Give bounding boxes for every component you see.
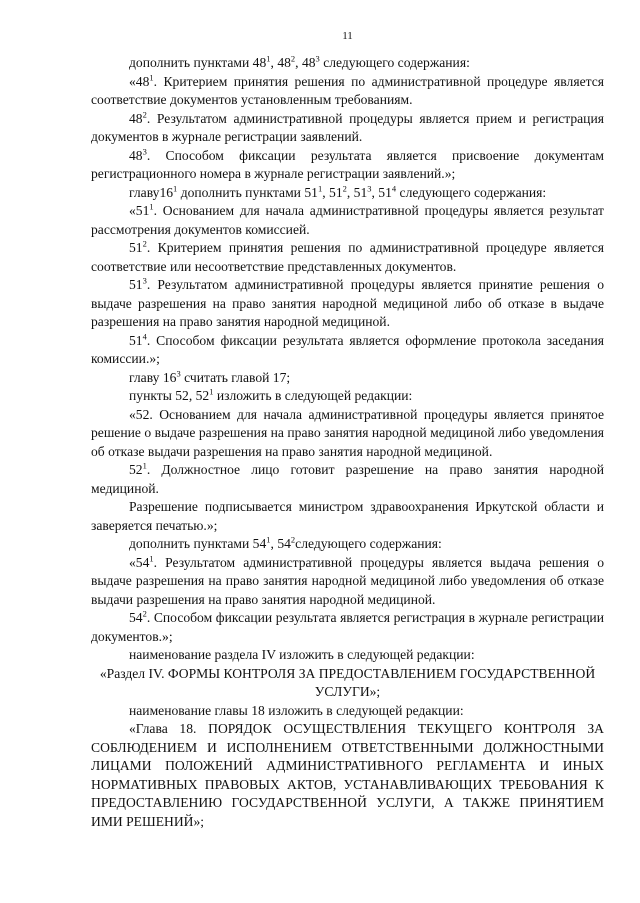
paragraph: [91, 535, 604, 554]
superscript: 1: [209, 386, 214, 397]
text-run: . Результатом административной процедуры является выдача решения о выдаче разрешения на право занятия народной медициной либо уведомления об отказе выдачи разрешения на право занятия народной медициной.: [91, 554, 604, 607]
text-run: следующего содержания:: [295, 536, 442, 551]
text-run: «54: [129, 554, 150, 570]
text-run: дополнить пунктами 54: [129, 536, 267, 551]
text-run: считать главой 17;: [180, 369, 291, 385]
paragraph: [91, 110, 604, 147]
paragraph: [91, 720, 604, 831]
paragraph: [91, 276, 604, 332]
text-run: «Глава 18. ПОРЯДОК ОСУЩЕСТВЛЕНИЯ ТЕКУЩЕГО КОНТРОЛЯ ЗА СОБЛЮДЕНИЕМ И ИСПОЛНЕНИЕМ ОТВЕТСТВЕННЫМИ ДОЛЖНОСТНЫМИ ЛИЦАМИ ПОЛОЖЕНИЙ АДМИНИСТРАТИВНОГО РЕГЛАМЕНТА И ИНЫХ НОРМАТИВНЫХ ПРАВОВЫХ АКТОВ, УСТАНАВЛИВАЮЩИХ ТРЕБОВАНИЯ К ПРЕДОСТАВЛЕНИЮ ГОСУДАРСТВЕННОЙ УСЛУГИ, А ТАКЖЕ ПРИНЯТИЕМ ИМИ РЕШЕНИЙ»;: [91, 721, 604, 829]
paragraph: [91, 73, 604, 110]
text-run: . Критерием принятия решения по административной процедуре является соответствие документов установленным требованиям.: [91, 73, 604, 107]
paragraph: [91, 406, 604, 462]
text-run: следующего содержания:: [319, 55, 470, 70]
text-run: . Результатом административной процедуры является прием и регистрация документов в журнале регистрации заявлений.: [91, 110, 604, 144]
paragraph: [91, 554, 604, 610]
superscript: 3: [142, 275, 147, 286]
superscript: 2: [142, 108, 147, 119]
paragraph: [91, 202, 604, 239]
paragraph: [91, 184, 604, 203]
page-number: 11: [342, 30, 353, 42]
text-run: 48: [129, 110, 143, 126]
paragraph: [91, 461, 604, 498]
superscript: 1: [266, 534, 271, 545]
text-run: . Должностное лицо готовит разрешение на право занятия народной медициной.: [91, 462, 604, 496]
superscript: 1: [317, 182, 323, 193]
superscript: 1: [266, 53, 271, 64]
text-run: , 48: [270, 55, 291, 70]
text-run: «48: [129, 73, 150, 89]
text-run: главу16: [129, 184, 174, 200]
paragraph: [91, 239, 604, 276]
text-run: следующего содержания:: [396, 184, 547, 200]
paragraph: [91, 387, 604, 406]
superscript: 2: [142, 608, 147, 619]
text-run: дополнить пунктами 48: [129, 55, 267, 70]
text-run: «52. Основанием для начала административной процедуры является принятое решение о выдаче разрешения на право занятия народной медициной либо уведомления об отказе выдачи разрешения на право занятия народной медициной.: [91, 406, 604, 459]
paragraph: [91, 369, 604, 388]
text-run: дополнить пунктами 51: [177, 184, 318, 200]
paragraph: [91, 609, 604, 646]
text-run: пункты 52, 52: [129, 388, 210, 403]
text-run: изложить в следующей редакции:: [213, 388, 413, 403]
text-run: «Раздел IV. ФОРМЫ КОНТРОЛЯ ЗА ПРЕДОСТАВЛЕНИЕМ ГОСУДАРСТВЕННОЙ УСЛУГИ»;: [99, 665, 596, 699]
paragraph: [91, 147, 604, 184]
paragraph: [91, 498, 604, 535]
text-run: наименование главы 18 изложить в следующей редакции:: [129, 702, 464, 718]
text-run: . Результатом административной процедуры является принятие решения о выдаче разрешения на право занятия народной медициной либо об отказе в выдаче разрешения на право занятия народной медициной.: [91, 277, 604, 329]
superscript: 3: [315, 53, 320, 64]
superscript: 2: [142, 238, 147, 249]
superscript: 3: [176, 367, 181, 378]
text-run: 51: [129, 240, 143, 255]
paragraph: [91, 702, 604, 721]
text-run: 51: [129, 277, 143, 292]
text-run: . Способом фиксации результата является присвоение документам регистрационного номера в журнале регистрации заявлений.»;: [91, 147, 604, 181]
text-run: , 51: [371, 184, 392, 200]
superscript: 4: [142, 330, 147, 341]
superscript: 2: [290, 534, 296, 545]
superscript: 2: [290, 53, 296, 64]
text-run: , 51: [346, 184, 368, 200]
section-heading: [91, 665, 604, 702]
paragraph: [91, 54, 604, 73]
superscript: 3: [367, 182, 372, 193]
text-run: . Основанием для начала административной процедуры является результат рассмотрения документов комиссией.: [91, 203, 604, 237]
text-run: , 54: [270, 536, 291, 551]
text-run: , 51: [322, 184, 343, 200]
paragraph: [91, 332, 604, 369]
superscript: 3: [142, 145, 147, 156]
paragraph: [91, 646, 604, 665]
superscript: 1: [173, 182, 178, 193]
superscript: 1: [149, 201, 154, 212]
text-run: 51: [129, 332, 143, 348]
text-run: 48: [129, 147, 143, 163]
text-run: . Критерием принятия решения по административной процедуре является соответствие или несоответствие представленных документов.: [91, 240, 604, 274]
superscript: 1: [142, 460, 147, 471]
text-run: Разрешение подписывается министром здравоохранения Иркутской области и заверяется печатью.»;: [91, 499, 604, 533]
superscript: 2: [342, 182, 347, 193]
text-run: «51: [129, 203, 150, 218]
text-run: наименование раздела IV изложить в следующей редакции:: [129, 647, 475, 662]
text-run: главу 16: [129, 369, 177, 385]
text-run: . Способом фиксации результата является оформление протокола заседания комиссии.»;: [91, 332, 604, 366]
superscript: 4: [391, 182, 397, 193]
superscript: 1: [149, 71, 154, 82]
text-run: , 48: [295, 55, 316, 70]
text-run: 54: [129, 610, 143, 625]
text-run: 52: [129, 462, 143, 477]
superscript: 1: [149, 552, 154, 563]
document-body: [91, 54, 604, 831]
text-run: . Способом фиксации результата является регистрация в журнале регистрации документов.»;: [91, 610, 604, 644]
